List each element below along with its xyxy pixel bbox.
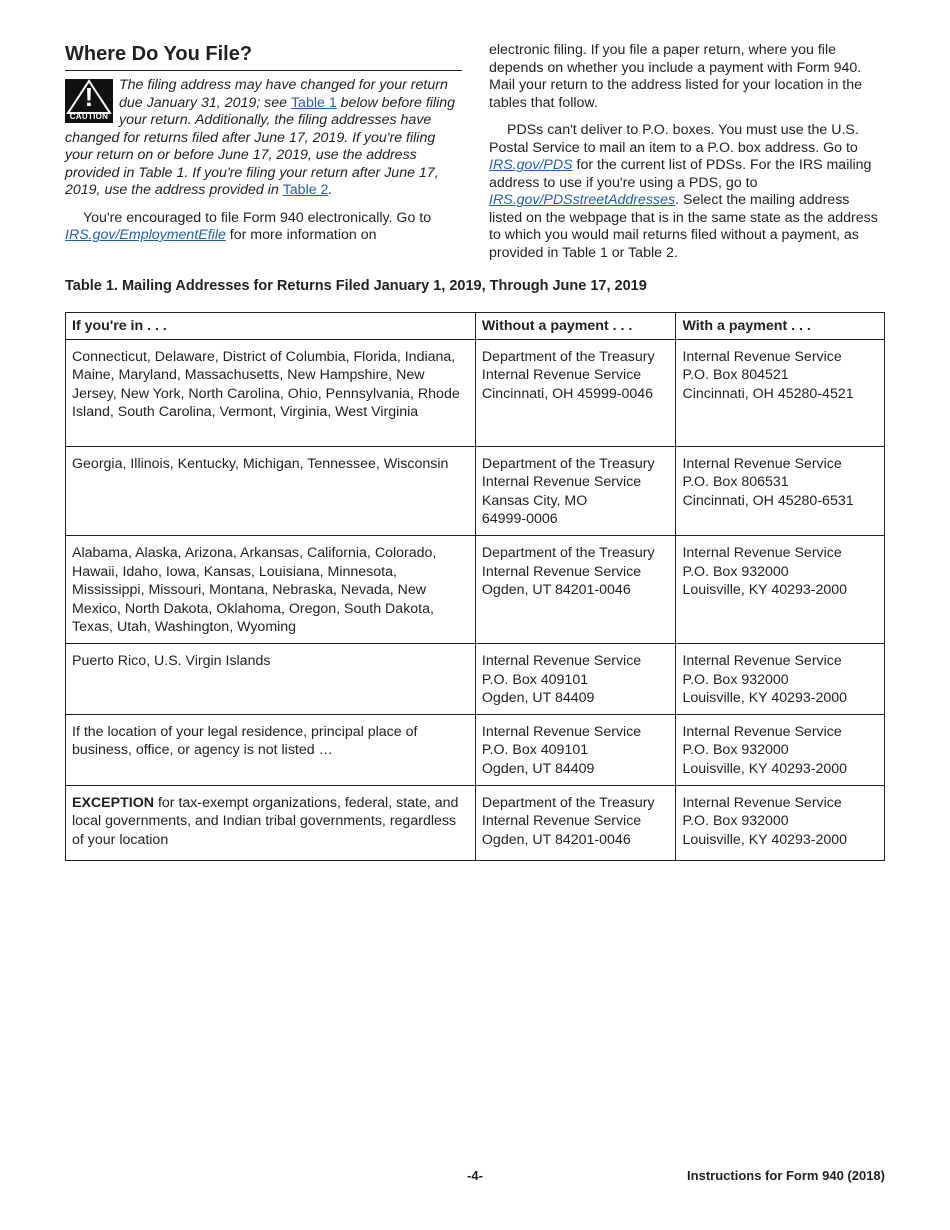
location-cell — [66, 785, 476, 860]
with-payment-cell: Internal Revenue Service P.O. Box 806531 Cincinnati, OH 45280-6531 — [676, 446, 885, 535]
with-payment-cell: Internal Revenue Service P.O. Box 932000 Louisville, KY 40293-2000 — [676, 535, 885, 643]
header-without-payment: Without a payment . . . — [475, 313, 676, 340]
caution-text-3: . — [328, 182, 333, 198]
with-payment-cell: Internal Revenue Service P.O. Box 804521 Cincinnati, OH 45280-4521 — [676, 339, 885, 446]
efile-text-1: You're encouraged to file Form 940 electronically. Go to — [83, 209, 432, 226]
caution-text-1: The filing address may have changed for your return due January 31, 2019; see — [119, 77, 448, 111]
pds-link[interactable]: IRS.gov/PDS — [489, 157, 573, 173]
location-cell: Puerto Rico, U.S. Virgin Islands — [66, 643, 476, 714]
section-heading: Where Do You File? — [65, 40, 462, 71]
right-column — [489, 42, 885, 262]
employment-efile-link[interactable]: IRS.gov/EmploymentEfile — [65, 227, 226, 243]
mailing-address-table — [65, 312, 885, 861]
with-payment-cell: Internal Revenue Service P.O. Box 932000 Louisville, KY 40293-2000 — [676, 785, 885, 860]
pds-street-addresses-link[interactable]: IRS.gov/PDSstreetAddresses — [489, 192, 676, 208]
location-cell: Alabama, Alaska, Arizona, Arkansas, California, Colorado, Hawaii, Idaho, Iowa, Kansas, Louisiana, Minnesota, Mississippi, Missouri, Montana, Nebraska, Nevada, New Mexico, North Dakota, Oklahoma, Oregon, South Dakota, Texas, Utah, Washington, Wyoming — [66, 535, 476, 643]
table-title: Table 1. Mailing Addresses for Returns Filed January 1, 2019, Through June 17, 2019 — [65, 278, 647, 294]
without-payment-cell: Internal Revenue Service P.O. Box 409101 Ogden, UT 84409 — [475, 714, 676, 785]
pds-text-1: PDSs can't deliver to P.O. boxes. You must use the U.S. Postal Service to mail an item to a P.O. box address. Go to — [489, 122, 859, 156]
table-row — [66, 446, 885, 535]
header-with-payment: With a payment . . . — [676, 313, 885, 340]
without-payment-cell: Internal Revenue Service P.O. Box 409101 Ogden, UT 84409 — [475, 643, 676, 714]
location-cell: If the location of your legal residence, principal place of business, office, or agency is not listed … — [66, 714, 476, 785]
table-row — [66, 643, 885, 714]
pds-paragraph — [489, 122, 885, 262]
caution-note — [65, 77, 462, 200]
header-location: If you're in . . . — [66, 313, 476, 340]
table-row — [66, 785, 885, 860]
with-payment-cell: Internal Revenue Service P.O. Box 932000 Louisville, KY 40293-2000 — [676, 714, 885, 785]
efile-text-2: for more information on — [225, 227, 377, 243]
table-2-link[interactable]: Table 2 — [282, 182, 329, 198]
caution-text-2: below before filing your return. Additionally, the filing addresses have changed for returns filed after June 17, 2019. If you're filing your return on or before June 17, 2019, use the address provided in Table 1. If you're filing your return after June 17, 2019, use the address provided in — [65, 94, 456, 198]
exception-label: EXCEPTION — [72, 794, 154, 811]
table-row — [66, 714, 885, 785]
table-row — [66, 535, 885, 643]
without-payment-cell: Department of the Treasury Internal Revenue Service Kansas City, MO 64999-0006 — [475, 446, 676, 535]
table-header-row — [66, 313, 885, 340]
pds-text-2: for the current list of PDSs. For the IRS mailing address to use if you're using a PDS, go to — [489, 157, 872, 191]
with-payment-cell: Internal Revenue Service P.O. Box 932000 Louisville, KY 40293-2000 — [676, 643, 885, 714]
left-column — [65, 40, 462, 245]
page-number: -4- — [467, 1168, 483, 1183]
location-cell: Connecticut, Delaware, District of Columbia, Florida, Indiana, Maine, Maryland, Massachusetts, New Hampshire, New Jersey, New York, North Carolina, Ohio, Pennsylvania, Rhode Island, South Carolina, Vermont, Virginia, West Virginia — [66, 339, 476, 446]
without-payment-cell: Department of the Treasury Internal Revenue Service Cincinnati, OH 45999-0046 — [475, 339, 676, 446]
document-title: Instructions for Form 940 (2018) — [687, 1168, 885, 1183]
caution-exclamation: ! — [84, 82, 94, 112]
without-payment-cell: Department of the Treasury Internal Revenue Service Ogden, UT 84201-0046 — [475, 785, 676, 860]
filing-paragraph: electronic filing. If you file a paper return, where you file depends on whether you include a payment with Form 940. Mail your return to the address listed for your location in the tables that follow. — [489, 42, 863, 111]
caution-label: CAUTION — [69, 112, 109, 121]
exception-text: for tax-exempt organizations, federal, state, and local governments, and Indian tribal governments, regardless of your location — [72, 794, 459, 848]
table-1-link[interactable]: Table 1 — [290, 94, 337, 111]
location-cell: Georgia, Illinois, Kentucky, Michigan, Tennessee, Wisconsin — [66, 446, 476, 535]
caution-icon — [65, 79, 113, 123]
table-row — [66, 339, 885, 446]
without-payment-cell: Department of the Treasury Internal Revenue Service Ogden, UT 84201-0046 — [475, 535, 676, 643]
efile-paragraph — [65, 210, 462, 245]
pds-text-3: . Select the mailing address listed on the webpage that is in the same state as the address to which you would mail returns filed without a payment, as provided in Table 1 or Table 2. — [489, 192, 878, 261]
